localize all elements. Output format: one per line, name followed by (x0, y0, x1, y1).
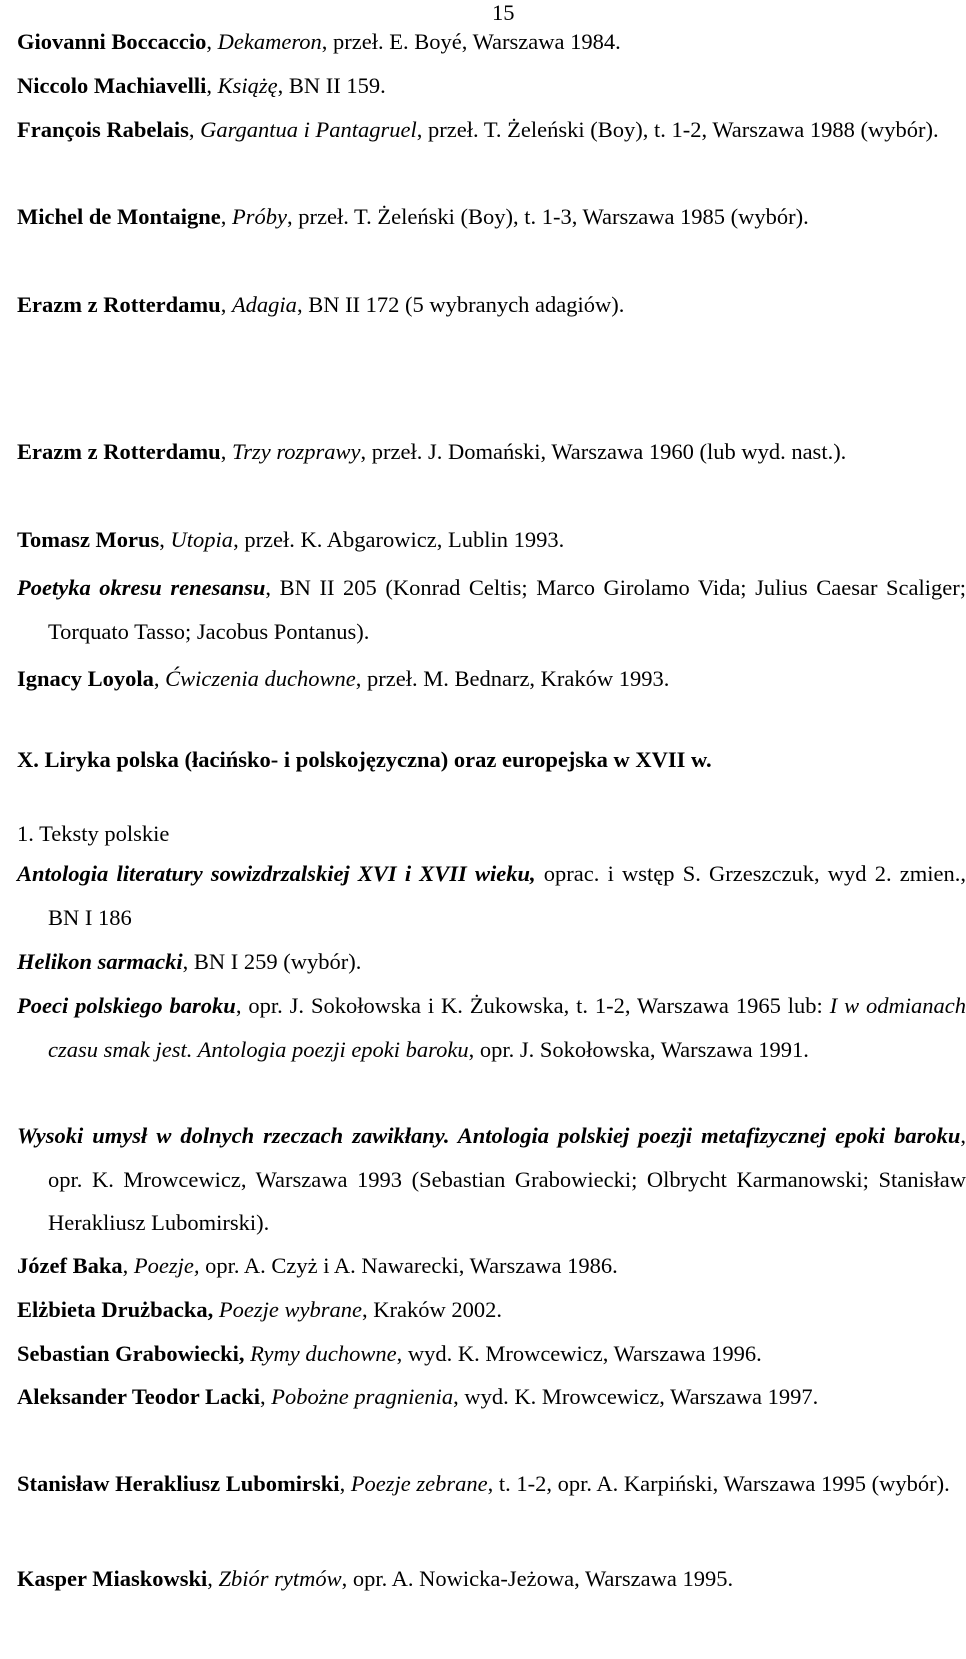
entry-separator: , (339, 1471, 351, 1496)
subsection-heading: 1. Teksty polskie (17, 821, 170, 846)
entry-separator: , (220, 439, 232, 464)
bibliography-entry (17, 20, 966, 64)
entry-title: Ćwiczenia duchowne (165, 666, 356, 691)
entry-title: Zbiór rytmów (218, 1566, 342, 1591)
entry-details: , wyd. K. Mrowcewicz, Warszawa 1997. (453, 1384, 819, 1409)
bibliography-entry (17, 1332, 966, 1376)
entry-title: Utopia (170, 527, 234, 552)
entry-title: Trzy rozprawy (231, 439, 361, 464)
entry-author: Erazm z Rotterdamu (17, 292, 221, 317)
entry-title: Próby (231, 204, 287, 229)
entry-title: Książę (217, 73, 278, 98)
entry-details: , przeł. K. Abgarowicz, Lublin 1993. (233, 527, 565, 552)
entry-details: , t. 1-2, opr. A. Karpiński, Warszawa 1995 (wybór). (487, 1471, 950, 1496)
entry-title: Helikon sarmacki (17, 949, 183, 974)
bibliography-entry (17, 1462, 966, 1506)
bibliography-entry (17, 657, 966, 701)
entry-author: Józef Baka (17, 1253, 123, 1278)
bibliography-entry (17, 518, 966, 562)
entry-details: opr. A. Czyż i A. Nawarecki, Warszawa 1986. (199, 1253, 618, 1278)
entry-title: Poeci polskiego baroku (17, 993, 236, 1018)
entry-separator: , (259, 1384, 272, 1409)
bibliography-entry (17, 984, 966, 1071)
entry-author: Kasper Miaskowski (17, 1566, 208, 1591)
bibliography-entry (17, 1557, 966, 1601)
bibliography-entry (17, 1375, 966, 1419)
entry-details: , przeł. T. Żeleński (Boy), t. 1-2, Warszawa 1988 (wybór). (416, 117, 939, 142)
entry-details: oprac. i wstęp S. Grzeszczuk, wyd 2. zmien., BN I 186 (48, 861, 966, 930)
entry-title: Poezje wybrane (218, 1297, 362, 1322)
page-number: 15 (492, 0, 515, 25)
entry-author: Sebastian Grabowiecki, (17, 1341, 245, 1366)
entry-title-secondary: I w odmianach czasu smak jest. Antologia poezji epoki baroku (48, 993, 966, 1062)
entry-details: , wyd. K. Mrowcewicz, Warszawa 1996. (396, 1341, 762, 1366)
entry-details: , BN II 172 (5 wybranych adagiów). (296, 292, 625, 317)
bibliography-entry (17, 1288, 966, 1332)
bibliography-entry (17, 1114, 966, 1245)
entry-details: , przeł. T. Żeleński (Boy), t. 1-3, Warszawa 1985 (wybór). (286, 204, 809, 229)
entry-author: Aleksander Teodor Lacki (17, 1384, 260, 1409)
entry-title: Poezje zebrane (350, 1471, 488, 1496)
entry-title: Dekameron (217, 29, 322, 54)
entry-author: Elżbieta Drużbacka, (17, 1297, 214, 1322)
entry-title: Rymy duchowne (250, 1341, 397, 1366)
entry-details: , przeł. E. Boyé, Warszawa 1984. (321, 29, 621, 54)
entry-author: Erazm z Rotterdamu (17, 439, 221, 464)
entry-separator: , (159, 527, 171, 552)
bibliography-entry (17, 195, 966, 239)
entry-separator: , (122, 1253, 134, 1278)
entry-details: , opr. J. Sokołowska i K. Żukowska, t. 1-2, Warszawa 1965 lub: (235, 993, 830, 1018)
bibliography-entry (17, 108, 966, 152)
entry-author: Niccolo Machiavelli (17, 73, 207, 98)
entry-separator: , (188, 117, 201, 142)
entry-details: , BN I 259 (wybór). (182, 949, 362, 974)
entry-author: Tomasz Morus (17, 527, 160, 552)
bibliography-entry (17, 283, 966, 327)
entry-separator: , (220, 292, 232, 317)
bibliography-entry (17, 852, 966, 939)
bibliography-entry (17, 430, 966, 474)
entry-separator: , (206, 73, 218, 98)
entry-title: Poetyka okresu renesansu (17, 575, 266, 600)
entry-separator: , (207, 1566, 219, 1591)
bibliography-entry (17, 64, 966, 108)
entry-author: Stanisław Herakliusz Lubomirski (17, 1471, 340, 1496)
entry-title: Antologia literatury sowizdrzalskiej XVI i XVII wieku, (17, 861, 536, 886)
bibliography-entry (17, 566, 966, 653)
entry-details: , przeł. M. Bednarz, Kraków 1993. (355, 666, 670, 691)
entry-separator: , (206, 29, 218, 54)
bibliography-entry (17, 940, 966, 984)
entry-details: , opr. A. Nowicka-Jeżowa, Warszawa 1995. (341, 1566, 734, 1591)
entry-details: , BN II 159. (277, 73, 386, 98)
entry-title: Wysoki umysł w dolnych rzeczach zawikłany. Antologia polskiej poezji metafizycznej epoki baroku (17, 1123, 961, 1148)
entry-author: Michel de Montaigne (17, 204, 221, 229)
entry-author: Ignacy Loyola (17, 666, 154, 691)
entry-separator: , (153, 666, 166, 691)
entry-details: , BN II 205 (Konrad Celtis; Marco Girolamo Vida; Julius Caesar Scaliger; Torquato Tasso; Jacobus Pontanus). (48, 575, 966, 644)
entry-details-secondary: , opr. J. Sokołowska, Warszawa 1991. (468, 1036, 809, 1062)
entry-author: François Rabelais (17, 117, 189, 142)
section-heading: X. Liryka polska (łacińsko- i polskojęzyczna) oraz europejska w XVII w. (17, 747, 712, 772)
entry-title: Poezje, (133, 1253, 200, 1278)
entry-title: Gargantua i Pantagruel (200, 117, 417, 142)
entry-title: Adagia (231, 292, 297, 317)
entry-details: , przeł. J. Domański, Warszawa 1960 (lub wyd. nast.). (360, 439, 847, 464)
entry-separator: , (220, 204, 232, 229)
entry-details: , Kraków 2002. (361, 1297, 502, 1322)
bibliography-entry (17, 1244, 966, 1288)
entry-details: , opr. K. Mrowcewicz, Warszawa 1993 (Sebastian Grabowiecki; Olbrycht Karmanowski; Stanisław Herakliusz Lubomirski). (48, 1123, 966, 1235)
entry-author: Giovanni Boccaccio (17, 29, 207, 54)
entry-title: Pobożne pragnienia (271, 1384, 454, 1409)
